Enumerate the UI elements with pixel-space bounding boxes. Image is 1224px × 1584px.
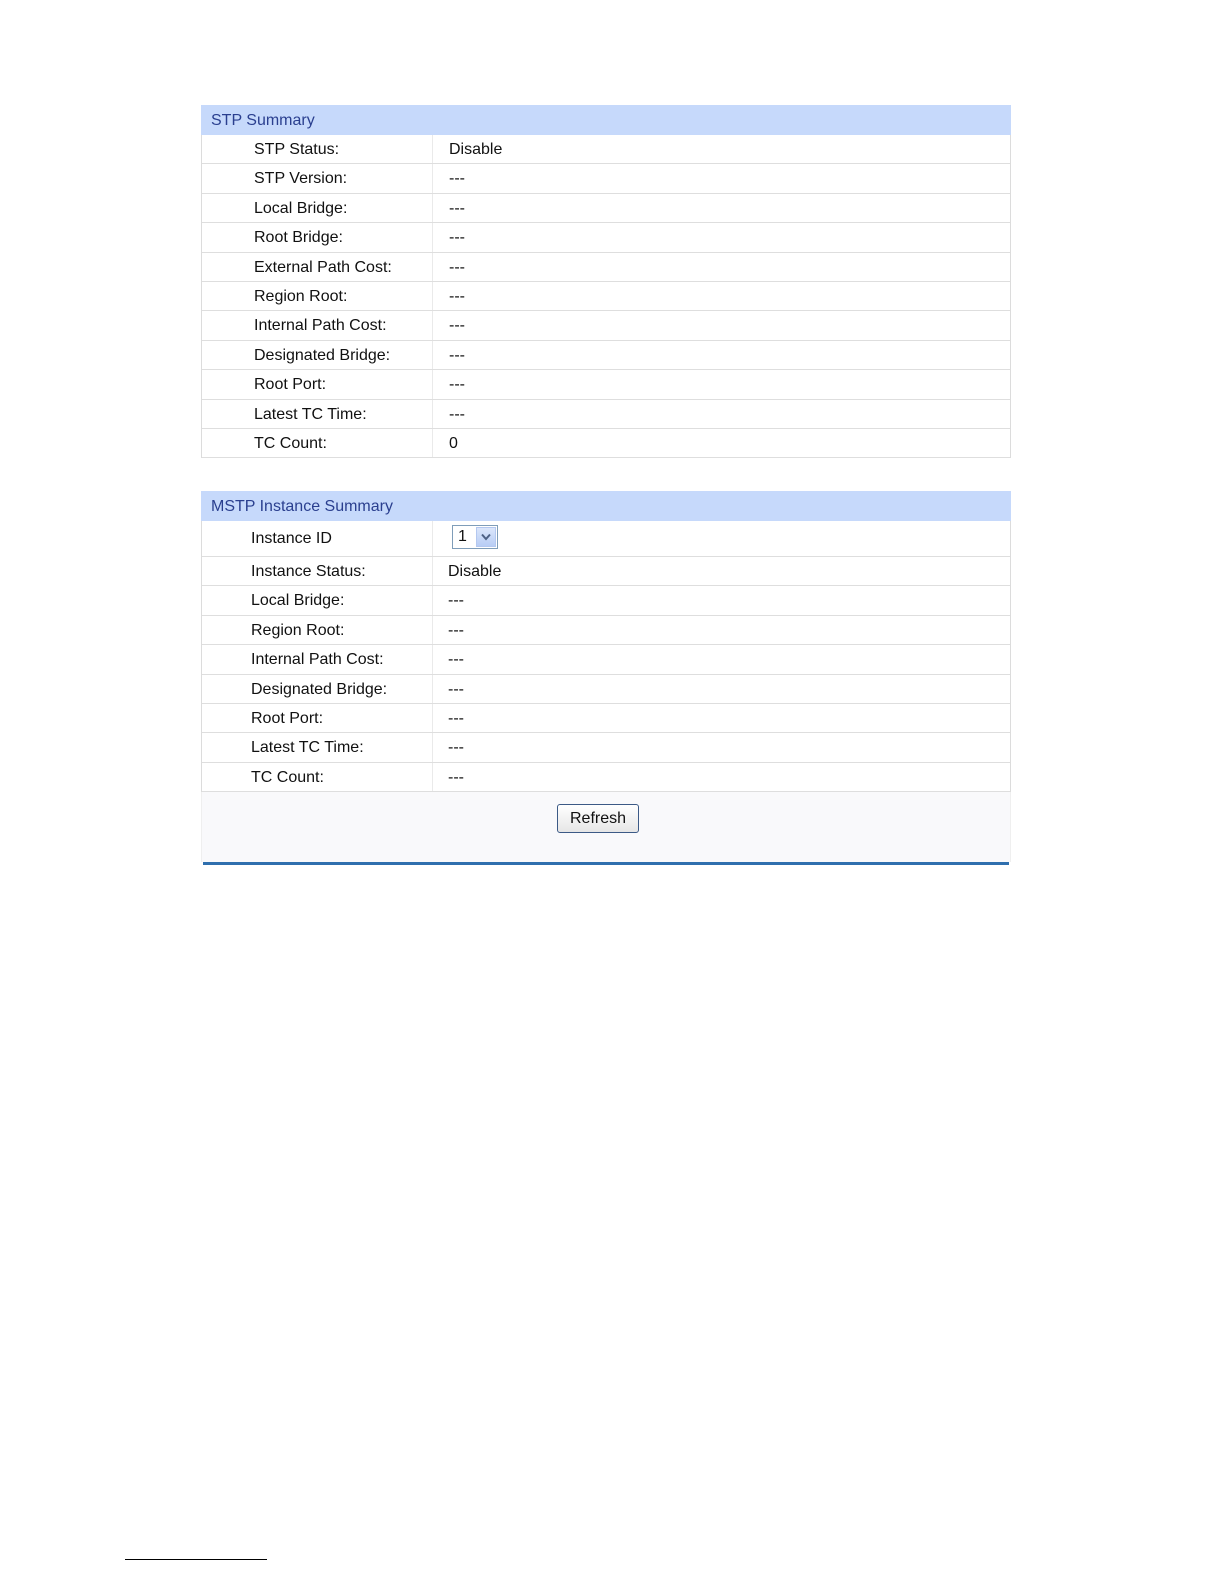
mstp-tc-count-row (202, 763, 1010, 792)
mstp-root-port-value: --- (448, 709, 464, 727)
mstp-latest-tc-time-value: --- (448, 739, 464, 757)
stp-status-label: STP Status: (202, 135, 433, 163)
root-port-value: --- (449, 376, 465, 394)
instance-id-row (202, 521, 1010, 557)
designated-bridge-value: --- (449, 346, 465, 364)
mstp-region-root-value: --- (448, 621, 464, 639)
local-bridge-row (202, 194, 1010, 223)
stp-summary-header: STP Summary (201, 105, 1011, 135)
internal-path-cost-row (202, 311, 1010, 340)
mstp-instance-summary-header: MSTP Instance Summary (201, 491, 1011, 521)
root-port-label: Root Port: (202, 370, 433, 398)
mstp-tc-count-label: TC Count: (202, 763, 433, 791)
designated-bridge-row (202, 341, 1010, 370)
root-port-row (202, 370, 1010, 399)
instance-status-value: Disable (448, 563, 502, 580)
footer-rule (125, 1559, 267, 1560)
instance-id-label: Instance ID (202, 521, 433, 556)
tc-count-row (202, 429, 1010, 458)
internal-path-cost-value: --- (449, 317, 465, 335)
mstp-local-bridge-label: Local Bridge: (202, 586, 433, 614)
mstp-internal-path-cost-row (202, 645, 1010, 674)
external-path-cost-label: External Path Cost: (202, 253, 433, 281)
mstp-designated-bridge-label: Designated Bridge: (202, 675, 433, 703)
local-bridge-label: Local Bridge: (202, 194, 433, 222)
mstp-latest-tc-time-label: Latest TC Time: (202, 733, 433, 761)
instance-id-selected-value: 1 (458, 528, 467, 546)
instance-id-cell (433, 521, 1010, 556)
stp-version-row (202, 164, 1010, 193)
mstp-latest-tc-time-row (202, 733, 1010, 762)
stp-status-value: Disable (449, 141, 503, 158)
latest-tc-time-label: Latest TC Time: (202, 400, 433, 428)
latest-tc-time-value: --- (449, 405, 465, 423)
root-bridge-label: Root Bridge: (202, 223, 433, 251)
mstp-region-root-label: Region Root: (202, 616, 433, 644)
local-bridge-value: --- (449, 199, 465, 217)
region-root-value: --- (449, 287, 465, 305)
mstp-internal-path-cost-value: --- (448, 651, 464, 669)
tc-count-value: 0 (449, 434, 458, 452)
button-bar (201, 792, 1011, 862)
mstp-tc-count-value: --- (448, 768, 464, 786)
mstp-root-port-label: Root Port: (202, 704, 433, 732)
region-root-row (202, 282, 1010, 311)
region-root-label: Region Root: (202, 282, 433, 310)
mstp-root-port-row (202, 704, 1010, 733)
instance-status-row (202, 557, 1010, 586)
tc-count-label: TC Count: (202, 429, 433, 457)
latest-tc-time-row (202, 400, 1010, 429)
external-path-cost-value: --- (449, 258, 465, 276)
mstp-designated-bridge-row (202, 675, 1010, 704)
mstp-local-bridge-row (202, 586, 1010, 615)
internal-path-cost-label: Internal Path Cost: (202, 311, 433, 339)
mstp-designated-bridge-value: --- (448, 680, 464, 698)
mstp-internal-path-cost-label: Internal Path Cost: (202, 645, 433, 673)
instance-id-select[interactable] (452, 525, 498, 549)
instance-status-label: Instance Status: (202, 557, 433, 585)
designated-bridge-label: Designated Bridge: (202, 341, 433, 369)
mstp-instance-table (201, 521, 1011, 792)
mstp-local-bridge-value: --- (448, 592, 464, 610)
refresh-button[interactable]: Refresh (557, 804, 639, 833)
stp-summary-table (201, 135, 1011, 458)
chevron-down-icon[interactable] (476, 527, 496, 547)
section-divider (203, 862, 1009, 865)
root-bridge-value: --- (449, 229, 465, 247)
stp-version-value: --- (449, 170, 465, 188)
stp-summary-panel (201, 105, 1011, 458)
stp-version-label: STP Version: (202, 164, 433, 192)
stp-status-row (202, 135, 1010, 164)
mstp-region-root-row (202, 616, 1010, 645)
root-bridge-row (202, 223, 1010, 252)
mstp-instance-summary-panel (201, 491, 1011, 862)
external-path-cost-row (202, 253, 1010, 282)
